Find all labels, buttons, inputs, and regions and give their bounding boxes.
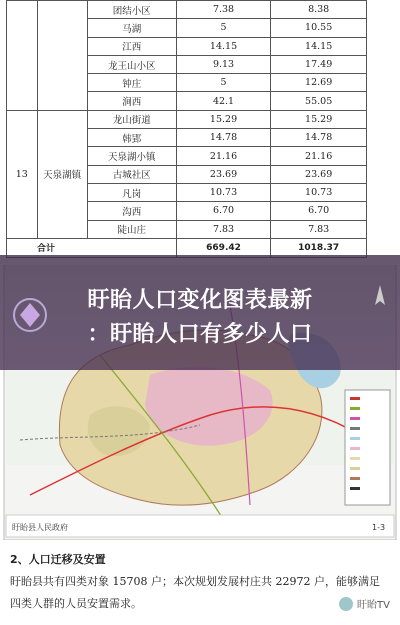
value-b-cell: 14.78 bbox=[271, 129, 367, 147]
title-banner bbox=[0, 255, 400, 370]
value-a-cell: 15.29 bbox=[176, 110, 271, 128]
value-b-cell: 7.83 bbox=[271, 220, 367, 238]
value-a-cell: 42.1 bbox=[176, 92, 271, 110]
section-heading: 2、人口迁移及安置 bbox=[10, 553, 106, 566]
table-body bbox=[7, 1, 367, 258]
value-a-cell: 7.83 bbox=[176, 220, 271, 238]
value-a-cell: 9.13 bbox=[176, 55, 271, 73]
village-name-cell: 凡岗 bbox=[87, 183, 176, 201]
population-table bbox=[6, 0, 394, 258]
value-a-cell: 7.38 bbox=[176, 1, 271, 19]
village-name-cell: 钟庄 bbox=[87, 74, 176, 92]
group-name-cell bbox=[37, 1, 87, 111]
watermark bbox=[339, 596, 390, 611]
value-b-cell: 6.70 bbox=[271, 202, 367, 220]
table-row bbox=[7, 1, 367, 19]
value-b-cell: 55.05 bbox=[271, 92, 367, 110]
value-a-cell: 5 bbox=[176, 19, 271, 37]
village-name-cell: 江西 bbox=[87, 37, 176, 55]
value-b-cell: 14.15 bbox=[271, 37, 367, 55]
section-body: 盱眙县共有四类对象 15708 户；本次规划发展村庄共 22972 户，能够满足四类人群的人员安置需求。 bbox=[10, 575, 380, 610]
value-a-cell: 5 bbox=[176, 74, 271, 92]
value-b-cell: 8.38 bbox=[271, 1, 367, 19]
group-number-cell: 13 bbox=[7, 110, 38, 238]
value-b-cell: 17.49 bbox=[271, 55, 367, 73]
map-footer-left: 盱眙县人民政府 bbox=[12, 523, 68, 532]
group-number-cell bbox=[7, 1, 38, 111]
village-name-cell: 陡山庄 bbox=[87, 220, 176, 238]
village-name-cell: 团结小区 bbox=[87, 1, 176, 19]
village-name-cell: 韩郢 bbox=[87, 129, 176, 147]
wechat-icon bbox=[339, 597, 353, 611]
value-a-cell: 10.73 bbox=[176, 183, 271, 201]
value-b-cell: 15.29 bbox=[271, 110, 367, 128]
value-b-cell: 10.55 bbox=[271, 19, 367, 37]
total-b: 1018.37 bbox=[271, 238, 367, 257]
village-name-cell: 龙王山小区 bbox=[87, 55, 176, 73]
watermark-label: 盱眙TV bbox=[357, 600, 390, 611]
value-a-cell: 14.78 bbox=[176, 129, 271, 147]
overlay-title-line2: ：盱眙人口有多少人口 bbox=[87, 322, 313, 347]
value-a-cell: 14.15 bbox=[176, 37, 271, 55]
village-name-cell: 涧西 bbox=[87, 92, 176, 110]
overlay-title-line1: 盱眙人口变化图表最新 bbox=[87, 288, 313, 313]
village-name-cell: 马湖 bbox=[87, 19, 176, 37]
total-label: 合计 bbox=[7, 238, 177, 257]
value-b-cell: 23.69 bbox=[271, 165, 367, 183]
table-row bbox=[7, 110, 367, 128]
group-name-cell: 天泉湖镇 bbox=[37, 110, 87, 238]
value-b-cell: 21.16 bbox=[271, 147, 367, 165]
section-text bbox=[10, 549, 390, 615]
total-a: 669.42 bbox=[176, 238, 271, 257]
village-name-cell: 沟西 bbox=[87, 202, 176, 220]
value-a-cell: 6.70 bbox=[176, 202, 271, 220]
value-b-cell: 10.73 bbox=[271, 183, 367, 201]
value-b-cell: 12.69 bbox=[271, 74, 367, 92]
village-name-cell: 天泉湖小镇 bbox=[87, 147, 176, 165]
map-page-number: 1-3 bbox=[372, 523, 386, 532]
village-name-cell: 古城社区 bbox=[87, 165, 176, 183]
value-a-cell: 23.69 bbox=[176, 165, 271, 183]
value-a-cell: 21.16 bbox=[176, 147, 271, 165]
village-name-cell: 龙山街道 bbox=[87, 110, 176, 128]
